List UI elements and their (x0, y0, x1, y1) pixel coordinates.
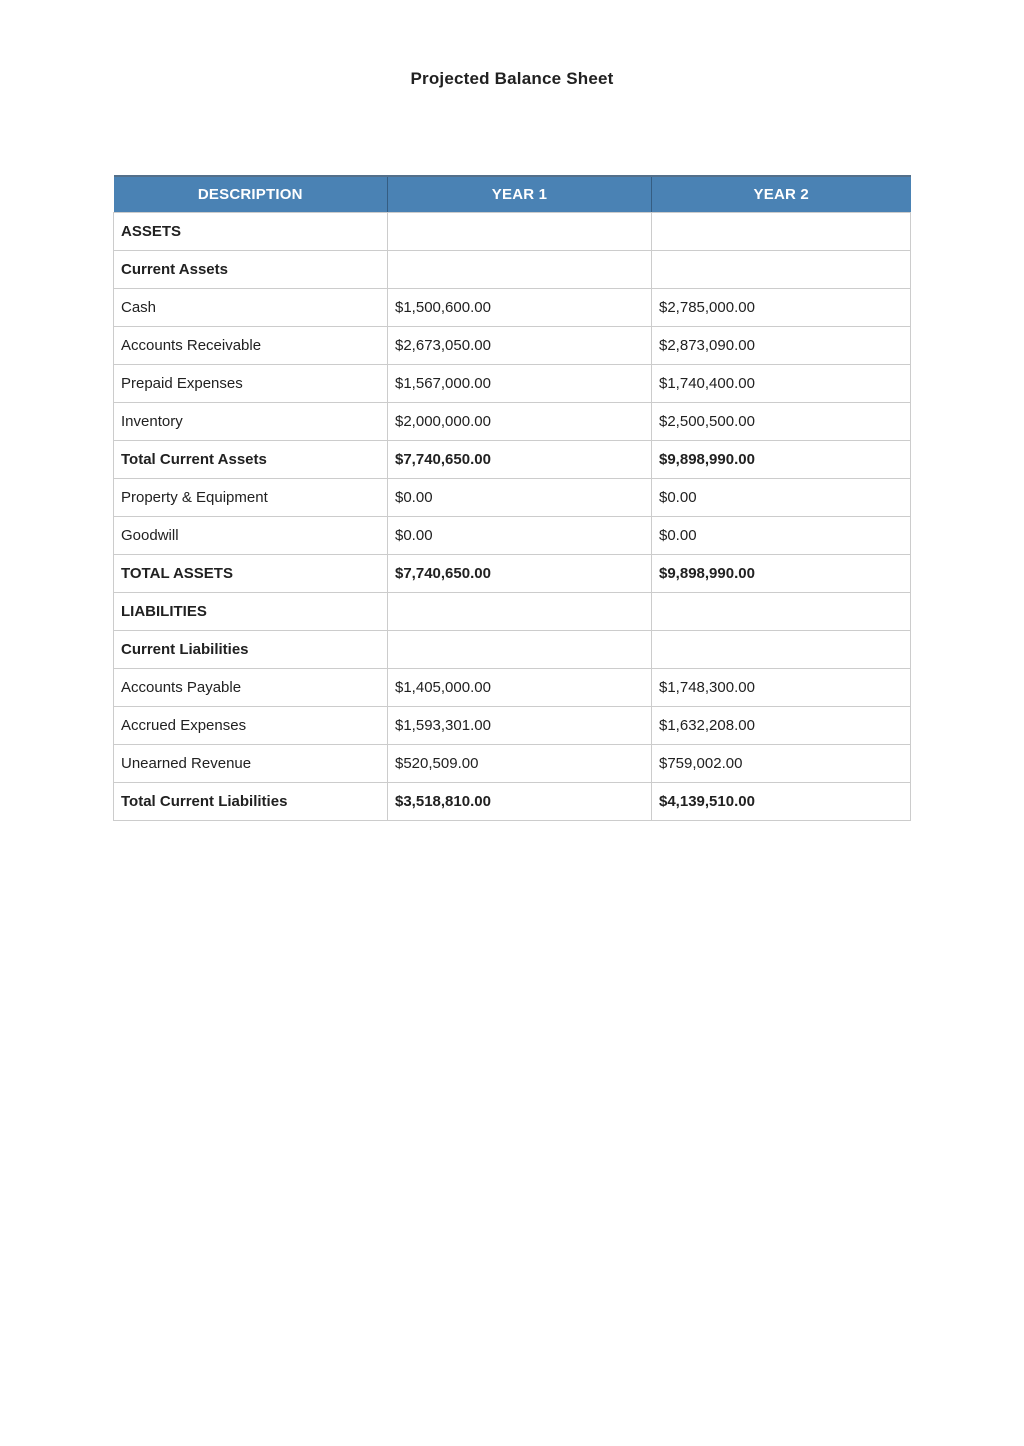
cell-year2: $2,873,090.00 (652, 326, 911, 364)
table-row-prepaid-expenses (114, 364, 911, 402)
column-header-description: DESCRIPTION (114, 176, 388, 212)
cell-description: Inventory (114, 402, 388, 440)
column-header-year1: YEAR 1 (388, 176, 652, 212)
table-row-current-assets-section (114, 250, 911, 288)
cell-year1: $2,000,000.00 (388, 402, 652, 440)
cell-year1: $0.00 (388, 478, 652, 516)
cell-description: Unearned Revenue (114, 744, 388, 782)
cell-description: Current Liabilities (114, 630, 388, 668)
cell-year1: $1,405,000.00 (388, 668, 652, 706)
cell-description: ASSETS (114, 212, 388, 250)
cell-year1: $7,740,650.00 (388, 440, 652, 478)
page-title: Projected Balance Sheet (410, 69, 614, 88)
table-row-accrued-expenses (114, 706, 911, 744)
cell-year1: $2,673,050.00 (388, 326, 652, 364)
cell-description: Property & Equipment (114, 478, 388, 516)
table-row-unearned-revenue (114, 744, 911, 782)
table-row-liabilities-section (114, 592, 911, 630)
cell-year2: $1,740,400.00 (652, 364, 911, 402)
cell-year1 (388, 630, 652, 668)
cell-year2: $0.00 (652, 478, 911, 516)
cell-year2: $9,898,990.00 (652, 440, 911, 478)
table-row-total-current-liabilities (114, 782, 911, 820)
cell-year2: $9,898,990.00 (652, 554, 911, 592)
cell-year2 (652, 212, 911, 250)
cell-description: Cash (114, 288, 388, 326)
table-row-total-current-assets (114, 440, 911, 478)
cell-year2: $4,139,510.00 (652, 782, 911, 820)
cell-year1: $0.00 (388, 516, 652, 554)
cell-description: TOTAL ASSETS (114, 554, 388, 592)
cell-year1: $3,518,810.00 (388, 782, 652, 820)
cell-description: Prepaid Expenses (114, 364, 388, 402)
cell-year1 (388, 212, 652, 250)
cell-description: Accounts Payable (114, 668, 388, 706)
cell-description: Current Assets (114, 250, 388, 288)
cell-description: LIABILITIES (114, 592, 388, 630)
table-row-property-equipment (114, 478, 911, 516)
cell-year1: $520,509.00 (388, 744, 652, 782)
cell-year2 (652, 250, 911, 288)
table-row-current-liabilities-section (114, 630, 911, 668)
cell-year1: $1,567,000.00 (388, 364, 652, 402)
table-row-inventory (114, 402, 911, 440)
cell-year2 (652, 630, 911, 668)
cell-year2: $2,785,000.00 (652, 288, 911, 326)
cell-year2 (652, 592, 911, 630)
table-row-accounts-receivable (114, 326, 911, 364)
cell-year1: $1,500,600.00 (388, 288, 652, 326)
cell-year2: $759,002.00 (652, 744, 911, 782)
cell-year2: $1,748,300.00 (652, 668, 911, 706)
balance-sheet-table-container (113, 175, 910, 821)
table-row-cash (114, 288, 911, 326)
cell-description: Goodwill (114, 516, 388, 554)
cell-year1 (388, 592, 652, 630)
cell-description: Accounts Receivable (114, 326, 388, 364)
table-row-accounts-payable (114, 668, 911, 706)
table-row-goodwill (114, 516, 911, 554)
cell-year2: $1,632,208.00 (652, 706, 911, 744)
table-row-total-assets (114, 554, 911, 592)
table-header-row (114, 176, 911, 212)
column-header-year2: YEAR 2 (652, 176, 911, 212)
cell-year1 (388, 250, 652, 288)
cell-year2: $0.00 (652, 516, 911, 554)
cell-description: Accrued Expenses (114, 706, 388, 744)
balance-sheet-table (113, 175, 911, 821)
cell-year1: $1,593,301.00 (388, 706, 652, 744)
cell-year1: $7,740,650.00 (388, 554, 652, 592)
cell-year2: $2,500,500.00 (652, 402, 911, 440)
cell-description: Total Current Liabilities (114, 782, 388, 820)
cell-description: Total Current Assets (114, 440, 388, 478)
table-row-assets-section (114, 212, 911, 250)
